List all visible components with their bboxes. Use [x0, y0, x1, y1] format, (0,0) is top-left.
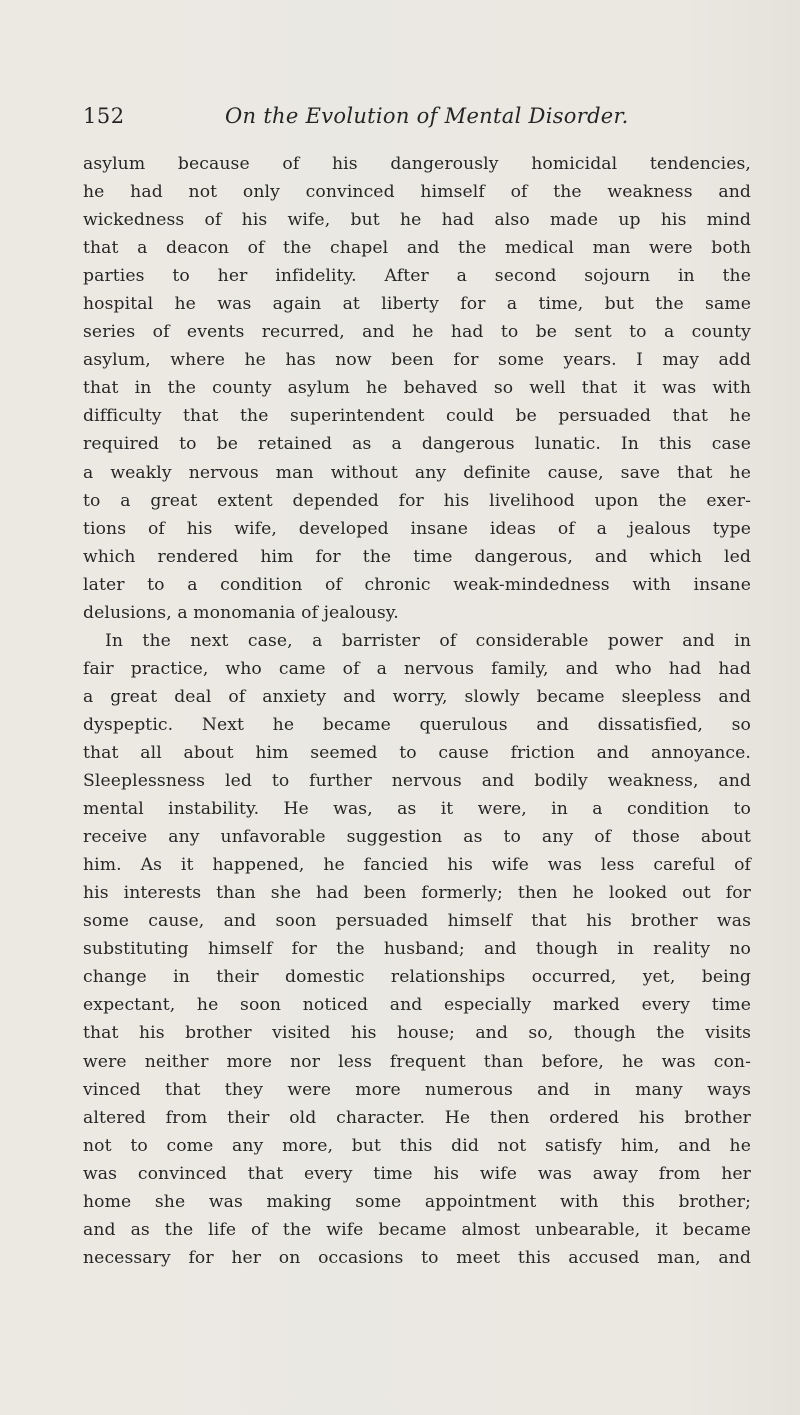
text-line: fair practice, who came of a nervous family, and who had had — [83, 658, 751, 679]
text-line: series of events recurred, and he had to be sent to a county — [83, 322, 751, 343]
text-line: that his brother visited his house; and so, though the visits — [83, 1023, 751, 1044]
text-line: to a great extent depended for his livelihood upon the exer- — [83, 490, 751, 511]
text-line: home she was making some appointment with this brother; — [83, 1191, 751, 1212]
text-line: that all about him seemed to cause friction and annoyance. — [83, 742, 751, 763]
text-line: altered from their old character. He then ordered his brother — [83, 1107, 751, 1128]
text-line: hospital he was again at liberty for a time, but the same — [83, 294, 751, 315]
text-line: a great deal of anxiety and worry, slowly became sleepless and — [83, 686, 751, 707]
text-line: parties to her infidelity. After a second sojourn in the — [83, 266, 751, 287]
text-line: asylum, where he has now been for some years. I may add — [83, 350, 751, 371]
text-line: difficulty that the superintendent could be persuaded that he — [83, 406, 751, 427]
text-line: expectant, he soon noticed and especially marked every time — [83, 995, 751, 1016]
text-line: necessary for her on occasions to meet this accused man, and — [83, 1247, 751, 1268]
page-header — [83, 104, 743, 134]
text-line: and as the life of the wife became almost unbearable, it became — [83, 1219, 751, 1240]
text-line: a weakly nervous man without any definite cause, save that he — [83, 462, 751, 483]
text-line: required to be retained as a dangerous lunatic. In this case — [83, 434, 751, 455]
text-line: some cause, and soon persuaded himself that his brother was — [83, 911, 751, 932]
text-line: delusions, a monomania of jealousy. — [83, 602, 399, 623]
text-line: asylum because of his dangerously homicidal tendencies, — [83, 154, 751, 174]
text-line: receive any unfavorable suggestion as to any of those about — [83, 827, 751, 848]
running-title: On the Evolution of Mental Disorder. — [225, 104, 629, 128]
text-line: which rendered him for the time dangerous, and which led — [83, 546, 751, 567]
text-line: Sleeplessness led to further nervous and bodily weakness, and — [83, 771, 751, 792]
body-text — [83, 150, 751, 1272]
text-line: dyspeptic. Next he became querulous and dissatisfied, so — [83, 714, 751, 735]
text-line: later to a condition of chronic weak-mindedness with insane — [83, 574, 751, 595]
text-line: vinced that they were more numerous and in many ways — [83, 1079, 751, 1100]
text-line: he had not only convinced himself of the weakness and — [83, 182, 751, 203]
text-line: him. As it happened, he fancied his wife was less careful of — [83, 855, 751, 876]
text-line: that a deacon of the chapel and the medical man were both — [83, 238, 751, 259]
text-line: wickedness of his wife, but he had also made up his mind — [83, 210, 751, 231]
text-line: In the next case, a barrister of considerable power and in — [105, 630, 751, 651]
text-line: tions of his wife, developed insane ideas of a jealous type — [83, 518, 751, 539]
page-number: 152 — [83, 104, 125, 128]
text-line: were neither more nor less frequent than before, he was con- — [83, 1051, 751, 1072]
text-line: his interests than she had been formerly; then he looked out for — [83, 883, 751, 904]
text-line: mental instability. He was, as it were, in a condition to — [83, 799, 751, 820]
text-line: not to come any more, but this did not satisfy him, and he — [83, 1135, 751, 1156]
text-line: was convinced that every time his wife was away from her — [83, 1163, 751, 1184]
text-line: change in their domestic relationships occurred, yet, being — [83, 967, 751, 988]
text-line: substituting himself for the husband; and though in reality no — [83, 939, 751, 960]
text-line: that in the county asylum he behaved so well that it was with — [83, 378, 751, 399]
